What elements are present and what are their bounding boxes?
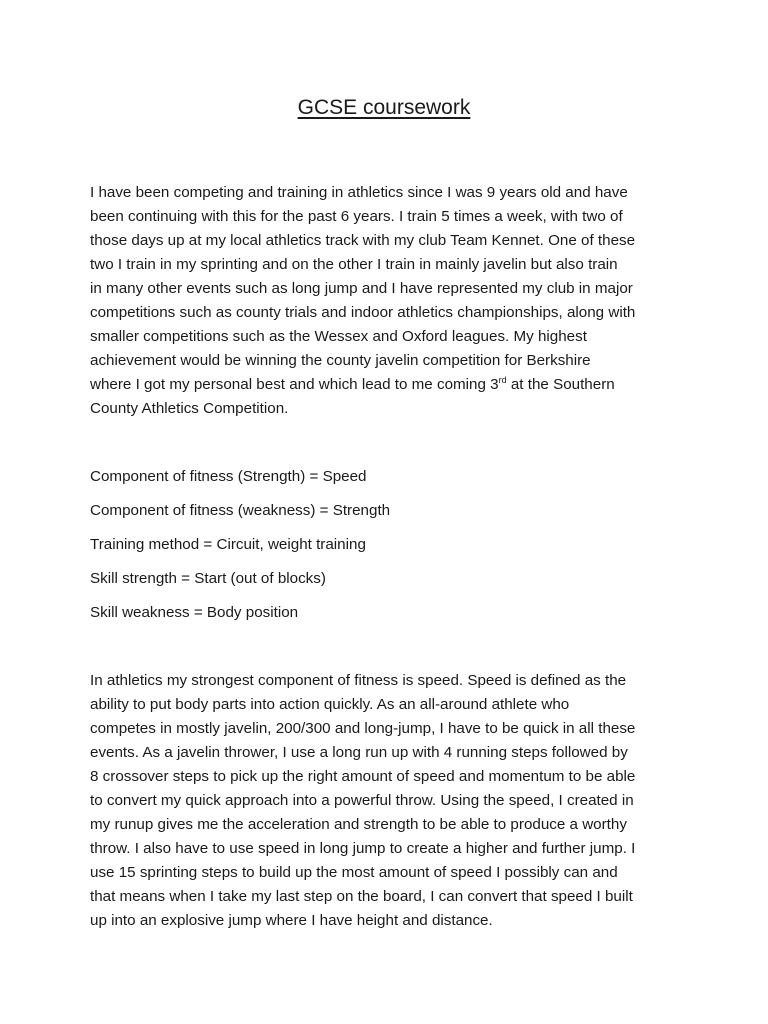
paragraph-line: to convert my quick approach into a powerful throw. Using the speed, I created in xyxy=(90,792,634,809)
paragraph-line: up into an explosive jump where I have height and distance. xyxy=(90,912,493,929)
paragraph-line: achievement would be winning the county javelin competition for Berkshire xyxy=(90,352,591,369)
paragraph-line: use 15 sprinting steps to build up the most amount of speed I possibly can and xyxy=(90,864,618,881)
fitness-summary-item: Skill weakness = Body position xyxy=(90,604,299,621)
speed-paragraph xyxy=(90,669,690,933)
line-text: at the Southern xyxy=(506,376,615,393)
paragraph-line: my runup gives me the acceleration and strength to be able to produce a worthy xyxy=(90,816,627,833)
paragraph-line: competes in mostly javelin, 200/300 and long-jump, I have to be quick in all these xyxy=(90,720,636,737)
fitness-summary-item: Skill strength = Start (out of blocks) xyxy=(90,570,326,587)
fitness-summary-list xyxy=(90,465,390,635)
paragraph-line: throw. I also have to use speed in long jump to create a higher and further jump. I xyxy=(90,840,636,857)
paragraph-line: smaller competitions such as the Wessex and Oxford leagues. My highest xyxy=(90,328,587,345)
intro-paragraph xyxy=(90,181,690,421)
fitness-summary-item: Training method = Circuit, weight training xyxy=(90,536,366,553)
paragraph-line: in many other events such as long jump and I have represented my club in major xyxy=(90,280,633,297)
paragraph-line: 8 crossover steps to pick up the right amount of speed and momentum to be able xyxy=(90,768,636,785)
paragraph-line: I have been competing and training in athletics since I was 9 years old and have xyxy=(90,184,628,201)
paragraph-line: two I train in my sprinting and on the other I train in mainly javelin but also train xyxy=(90,256,618,273)
fitness-summary-item: Component of fitness (Strength) = Speed xyxy=(90,468,367,485)
paragraph-line: County Athletics Competition. xyxy=(90,400,289,417)
paragraph-line: competitions such as county trials and indoor athletics championships, along with xyxy=(90,304,636,321)
fitness-summary-item: Component of fitness (weakness) = Strength xyxy=(90,502,391,519)
page-title: GCSE coursework xyxy=(297,96,471,119)
paragraph-line: those days up at my local athletics track with my club Team Kennet. One of these xyxy=(90,232,636,249)
paragraph-line: events. As a javelin thrower, I use a long run up with 4 running steps followed by xyxy=(90,744,628,761)
paragraph-line: ability to put body parts into action quickly. As an all-around athlete who xyxy=(90,696,570,713)
paragraph-line: that means when I take my last step on the board, I can convert that speed I built xyxy=(90,888,633,905)
paragraph-line: In athletics my strongest component of fitness is speed. Speed is defined as the xyxy=(90,672,627,689)
line-text: where I got my personal best and which lead to me coming 3 xyxy=(90,376,499,393)
paragraph-line: been continuing with this for the past 6 years. I train 5 times a week, with two of xyxy=(90,208,623,225)
paragraph-line xyxy=(90,373,690,397)
ordinal-superscript: rd xyxy=(498,375,507,385)
